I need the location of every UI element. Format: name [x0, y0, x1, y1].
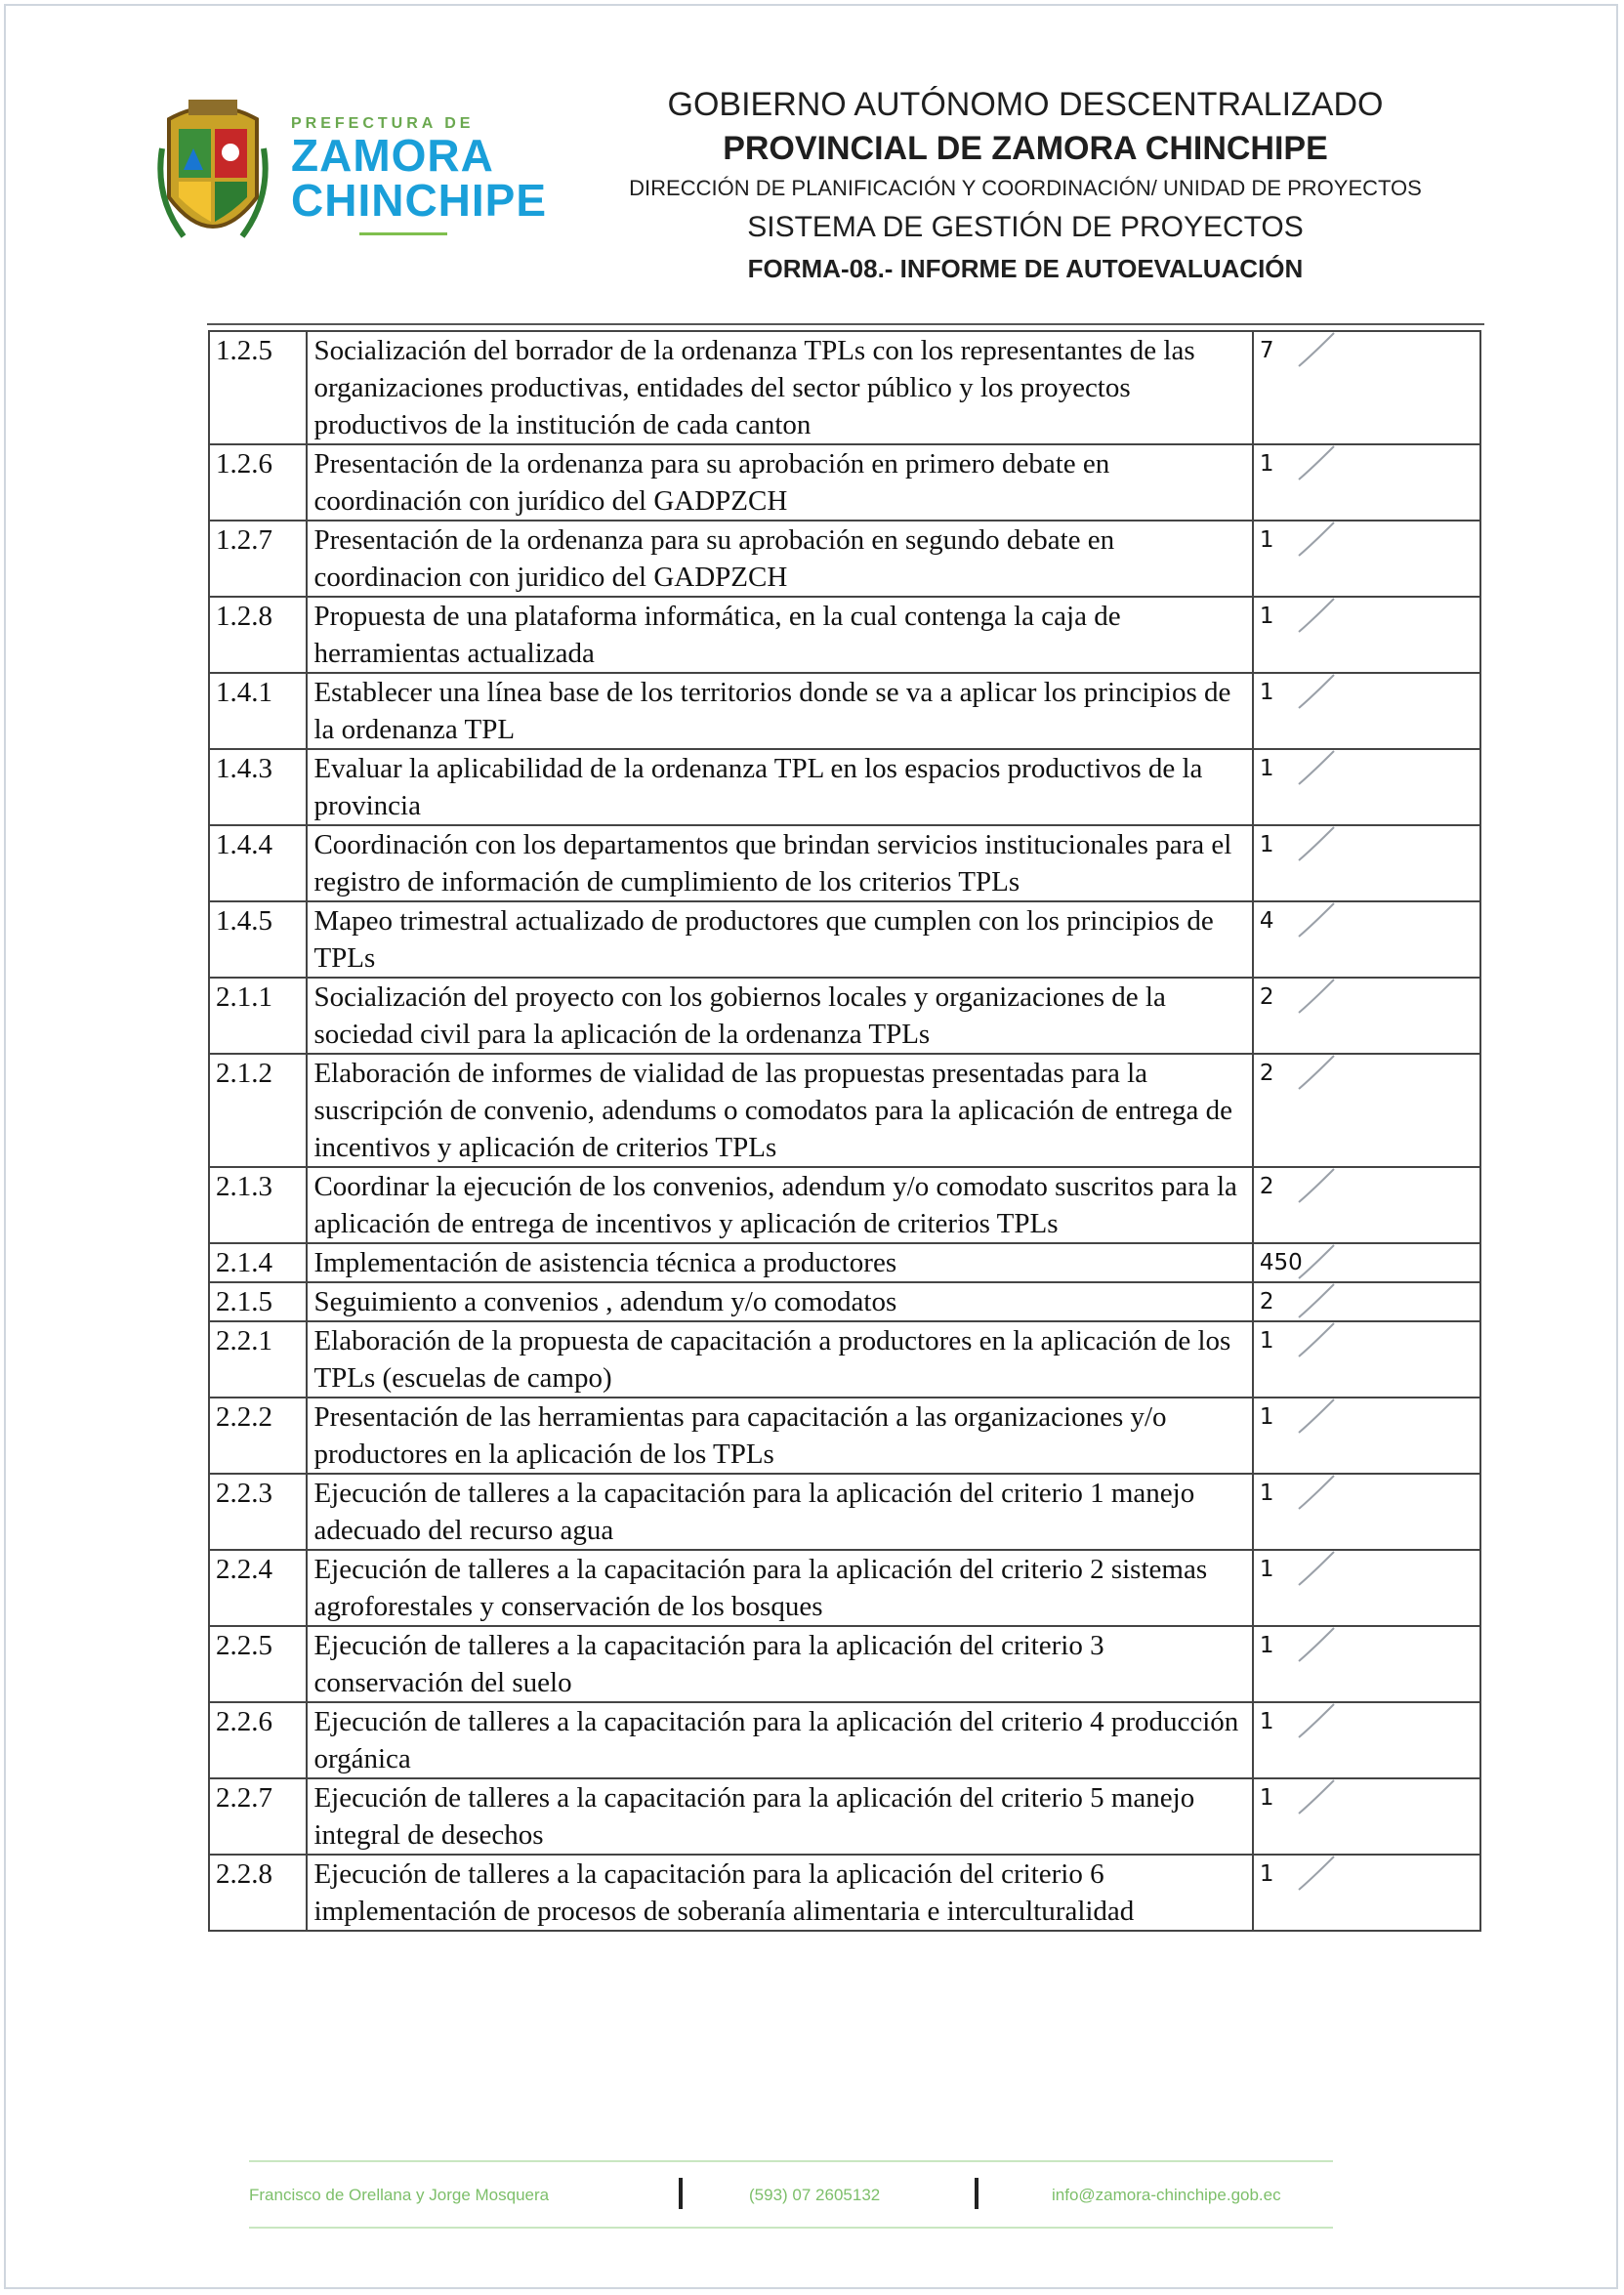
table-row [209, 1282, 1480, 1321]
table-row [209, 1167, 1480, 1243]
activity-value: 1 [1259, 527, 1274, 553]
coat-of-arms-logo [154, 90, 271, 262]
table-row [209, 331, 1480, 444]
activity-value: 2 [1259, 1289, 1274, 1314]
activity-value: 2 [1259, 984, 1274, 1010]
activity-code: 2.2.5 [209, 1626, 307, 1702]
activity-value: 1 [1259, 1633, 1274, 1658]
activity-value-cell [1253, 825, 1480, 901]
header-line-2: PROVINCIAL DE ZAMORA CHINCHIPE [723, 130, 1328, 167]
brand-name-line2: CHINCHIPE [291, 175, 548, 226]
table-row [209, 825, 1480, 901]
activity-value: 1 [1259, 1481, 1274, 1506]
table-row [209, 673, 1480, 749]
activity-value-cell [1253, 1054, 1480, 1167]
table-row [209, 1550, 1480, 1626]
footer-separator [975, 2178, 979, 2209]
activity-description: Presentación de las herramientas para capacitación a las organizaciones y/o productores en la aplicación de los TPLs [307, 1398, 1252, 1474]
activity-value-cell [1253, 1855, 1480, 1931]
activity-value: 1 [1259, 1328, 1274, 1354]
activity-code: 2.1.5 [209, 1282, 307, 1321]
form-title: FORMA-08.- INFORME DE AUTOEVALUACIÓN [747, 254, 1304, 283]
table-row [209, 444, 1480, 521]
activity-value-cell [1253, 1321, 1480, 1398]
header-line-3: DIRECCIÓN DE PLANIFICACIÓN Y COORDINACIÓN/ UNIDAD DE PROYECTOS [629, 176, 1422, 200]
activity-description: Evaluar la aplicabilidad de la ordenanza TPL en los espacios productivos de la provincia [307, 749, 1252, 825]
handwritten-check-icon [1295, 821, 1344, 868]
activity-value-cell [1253, 1398, 1480, 1474]
activity-code: 1.2.6 [209, 444, 307, 521]
handwritten-check-icon [1295, 974, 1344, 1021]
activity-value-cell [1253, 901, 1480, 978]
brand-block [291, 115, 547, 235]
activity-value: 1 [1259, 680, 1274, 705]
footer-email: info@zamora-chinchipe.gob.ec [1052, 2186, 1281, 2204]
activity-value: 1 [1259, 451, 1274, 477]
activity-value-cell [1253, 597, 1480, 673]
activity-description: Ejecución de talleres a la capacitación para la aplicación del criterio 6 implementación de procesos de soberanía alimentaria e interculturalidad [307, 1855, 1252, 1931]
activity-value: 1 [1259, 1557, 1274, 1582]
activity-value-cell [1253, 1778, 1480, 1855]
table-row [209, 1855, 1480, 1931]
activity-value-cell [1253, 1474, 1480, 1550]
activity-value: 4 [1259, 908, 1274, 934]
activity-value-cell [1253, 444, 1480, 521]
handwritten-check-icon [1295, 1622, 1344, 1669]
handwritten-check-icon [1295, 1546, 1344, 1593]
activity-value: 1 [1259, 1709, 1274, 1734]
activity-code: 1.2.7 [209, 521, 307, 597]
footer-phone: (593) 07 2605132 [749, 2186, 881, 2204]
table-row [209, 978, 1480, 1054]
activity-code: 1.4.1 [209, 673, 307, 749]
table-row [209, 1778, 1480, 1855]
activity-value: 1 [1259, 832, 1274, 857]
activity-value-cell [1253, 1626, 1480, 1702]
activity-description: Establecer una línea base de los territorios donde se va a aplicar los principios de la ordenanza TPL [307, 673, 1252, 749]
brand-prefix: PREFECTURA DE [291, 115, 475, 132]
activity-value: 1 [1259, 1785, 1274, 1811]
document-header [547, 83, 1504, 288]
table-row [209, 1054, 1480, 1167]
handwritten-check-icon [1295, 517, 1344, 563]
activity-description: Ejecución de talleres a la capacitación para la aplicación del criterio 3 conservación del suelo [307, 1626, 1252, 1702]
handwritten-check-icon [1295, 1050, 1344, 1097]
header-line-1: GOBIERNO AUTÓNOMO DESCENTRALIZADO [667, 86, 1384, 123]
handwritten-check-icon [1295, 327, 1344, 374]
activity-code: 1.2.8 [209, 597, 307, 673]
activity-description: Ejecución de talleres a la capacitación para la aplicación del criterio 2 sistemas agroforestales y conservación de los bosques [307, 1550, 1252, 1626]
table-row [209, 901, 1480, 978]
table-row [209, 1702, 1480, 1778]
activity-value: 450 [1259, 1250, 1303, 1275]
activity-value-cell [1253, 1243, 1480, 1282]
activity-description: Coordinar la ejecución de los convenios, adendum y/o comodato suscritos para la aplicación de entrega de incentivos y aplicación de criterios TPLs [307, 1167, 1252, 1243]
activity-value-cell [1253, 1167, 1480, 1243]
activity-code: 1.2.5 [209, 331, 307, 444]
activity-value: 2 [1259, 1061, 1274, 1086]
footer-separator [679, 2178, 683, 2209]
activity-value-cell [1253, 521, 1480, 597]
activity-value: 7 [1259, 338, 1274, 363]
handwritten-check-icon [1295, 440, 1344, 487]
table-row [209, 1474, 1480, 1550]
activity-description: Seguimiento a convenios , adendum y/o comodatos [307, 1282, 1252, 1321]
activity-code: 2.1.3 [209, 1167, 307, 1243]
table-row [209, 521, 1480, 597]
activity-code: 1.4.5 [209, 901, 307, 978]
table-row [209, 1398, 1480, 1474]
activity-description: Ejecución de talleres a la capacitación para la aplicación del criterio 1 manejo adecuado del recurso agua [307, 1474, 1252, 1550]
activity-code: 2.2.2 [209, 1398, 307, 1474]
activity-value-cell [1253, 978, 1480, 1054]
activity-code: 2.2.6 [209, 1702, 307, 1778]
footer-address: Francisco de Orellana y Jorge Mosquera [249, 2186, 550, 2204]
header-divider [207, 323, 1484, 325]
table-row [209, 1243, 1480, 1282]
activity-description: Coordinación con los departamentos que brindan servicios institucionales para el registro de información de cumplimiento de los criterios TPLs [307, 825, 1252, 901]
activity-description: Propuesta de una plataforma informática, en la cual contenga la caja de herramientas actualizada [307, 597, 1252, 673]
header-line-4: SISTEMA DE GESTIÓN DE PROYECTOS [747, 211, 1304, 243]
activities-table [208, 330, 1481, 1932]
handwritten-check-icon [1295, 1163, 1344, 1210]
activity-value-cell [1253, 1550, 1480, 1626]
activity-code: 2.1.1 [209, 978, 307, 1054]
table-row [209, 749, 1480, 825]
activity-value: 1 [1259, 604, 1274, 629]
table-row [209, 1626, 1480, 1702]
activity-description: Presentación de la ordenanza para su aprobación en segundo debate en coordinacion con juridico del GADPZCH [307, 521, 1252, 597]
activity-code: 2.1.2 [209, 1054, 307, 1167]
footer-divider-top [249, 2160, 1333, 2162]
brand-underline [359, 232, 447, 235]
activity-value-cell [1253, 749, 1480, 825]
activity-description: Implementación de asistencia técnica a productores [307, 1243, 1252, 1282]
activity-value: 2 [1259, 1174, 1274, 1199]
brand-name-line1: ZAMORA [291, 130, 494, 181]
footer-divider-bottom [249, 2227, 1333, 2229]
activity-value: 1 [1259, 1404, 1274, 1430]
activity-code: 1.4.4 [209, 825, 307, 901]
activity-description: Ejecución de talleres a la capacitación para la aplicación del criterio 4 producción orgánica [307, 1702, 1252, 1778]
handwritten-check-icon [1295, 1470, 1344, 1517]
activity-code: 2.2.8 [209, 1855, 307, 1931]
activity-code: 2.2.3 [209, 1474, 307, 1550]
handwritten-check-icon [1295, 745, 1344, 792]
handwritten-check-icon [1295, 1774, 1344, 1821]
activity-value: 1 [1259, 756, 1274, 781]
activity-description: Elaboración de la propuesta de capacitación a productores en la aplicación de los TPLs (escuelas de campo) [307, 1321, 1252, 1398]
activity-code: 2.2.4 [209, 1550, 307, 1626]
activity-value-cell [1253, 673, 1480, 749]
activity-description: Socialización del proyecto con los gobiernos locales y organizaciones de la sociedad civil para la aplicación de la ordenanza TPLs [307, 978, 1252, 1054]
activity-value: 1 [1259, 1861, 1274, 1887]
handwritten-check-icon [1295, 897, 1344, 944]
activity-code: 1.4.3 [209, 749, 307, 825]
activity-value-cell [1253, 1282, 1480, 1321]
table-row [209, 1321, 1480, 1398]
activity-code: 2.1.4 [209, 1243, 307, 1282]
handwritten-check-icon [1295, 1317, 1344, 1364]
activity-code: 2.2.1 [209, 1321, 307, 1398]
activity-description: Elaboración de informes de vialidad de las propuestas presentadas para la suscripción de convenio, adendums o comodatos para la aplicación de entrega de incentivos y aplicación de criterios TPLs [307, 1054, 1252, 1167]
table-row [209, 597, 1480, 673]
activity-description: Socialización del borrador de la ordenanza TPLs con los representantes de las organizaciones productivas, entidades del sector público y los proyectos productivos de la institución de cada canton [307, 331, 1252, 444]
handwritten-check-icon [1295, 593, 1344, 640]
handwritten-check-icon [1295, 1394, 1344, 1440]
handwritten-check-icon [1295, 1698, 1344, 1745]
activity-description: Ejecución de talleres a la capacitación para la aplicación del criterio 5 manejo integral de desechos [307, 1778, 1252, 1855]
activity-value-cell [1253, 1702, 1480, 1778]
activity-description: Mapeo trimestral actualizado de productores que cumplen con los principios de TPLs [307, 901, 1252, 978]
handwritten-check-icon [1295, 669, 1344, 716]
activity-value-cell [1253, 331, 1480, 444]
activity-description: Presentación de la ordenanza para su aprobación en primero debate en coordinación con jurídico del GADPZCH [307, 444, 1252, 521]
activity-code: 2.2.7 [209, 1778, 307, 1855]
handwritten-check-icon [1295, 1851, 1344, 1898]
